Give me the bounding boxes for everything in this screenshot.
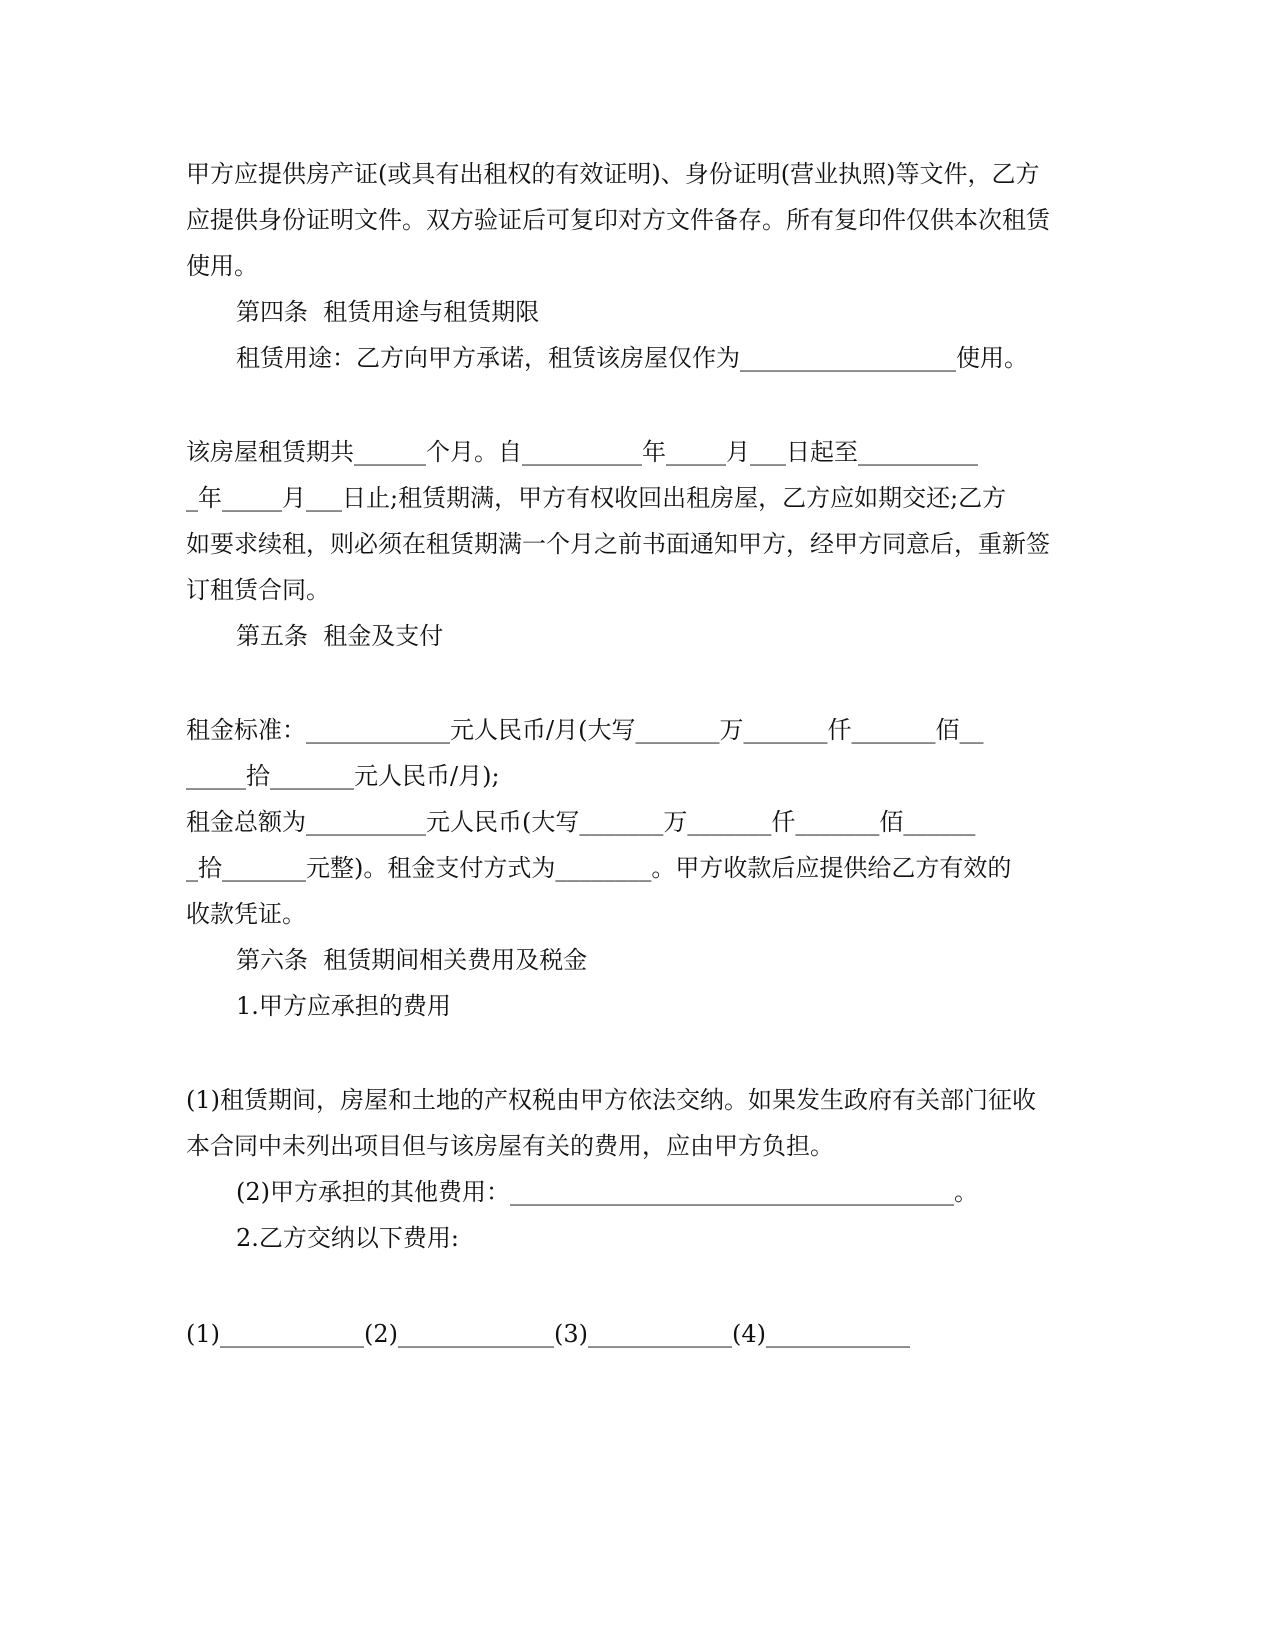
- paragraph-line: 本合同中未列出项目但与该房屋有关的费用，应由甲方负担。: [186, 1132, 834, 1160]
- paragraph-line: (1)租赁期间，房屋和土地的产权税由甲方依法交纳。如果发生政府有关部门征收: [186, 1086, 1036, 1114]
- paragraph-line: 收款凭证。: [186, 900, 306, 928]
- subsection-title: 2.乙方交纳以下费用:: [236, 1224, 459, 1252]
- paragraph-line: _拾_______元整)。租金支付方式为________。甲方收款后应提供给乙方有效的: [186, 854, 1012, 882]
- paragraph-line: 该房屋租赁期共______个月。自__________年_____月___日起至__________: [186, 438, 978, 466]
- subsection-title: 1.甲方应承担的费用: [236, 992, 451, 1020]
- paragraph-line: 租赁用途：乙方向甲方承诺，租赁该房屋仅作为__________________使用。: [236, 344, 1028, 372]
- paragraph-line: _年_____月___日止;租赁期满，甲方有权收回出租房屋，乙方应如期交还;乙方: [186, 484, 1007, 512]
- paragraph-line: 应提供身份证明文件。双方验证后可复印对方文件备存。所有复印件仅供本次租赁: [186, 206, 1050, 234]
- article-4-heading: 第四条 租赁用途与租赁期限: [236, 298, 540, 326]
- paragraph-line: (2)甲方承担的其他费用：_____________________________________。: [236, 1178, 978, 1206]
- paragraph-line: 租金标准：____________元人民币/月(大写_______万_______仟_______佰__: [186, 716, 984, 744]
- paragraph-line: 使用。: [186, 252, 258, 280]
- paragraph-line: 租金总额为__________元人民币(大写_______万_______仟_______佰______: [186, 808, 976, 836]
- article-6-heading: 第六条 租赁期间相关费用及税金: [236, 946, 588, 974]
- paragraph-line: 甲方应提供房产证(或具有出租权的有效证明)、身份证明(营业执照)等文件，乙方: [186, 160, 1040, 188]
- paragraph-line: 订租赁合同。: [186, 576, 330, 604]
- fee-blanks-line: (1)____________(2)_____________(3)____________(4)____________: [186, 1320, 910, 1348]
- paragraph-line: 如要求续租，则必须在租赁期满一个月之前书面通知甲方，经甲方同意后，重新签: [186, 530, 1050, 558]
- article-5-heading: 第五条 租金及支付: [236, 622, 444, 650]
- paragraph-line: _____拾_______元人民币/月);: [186, 762, 500, 790]
